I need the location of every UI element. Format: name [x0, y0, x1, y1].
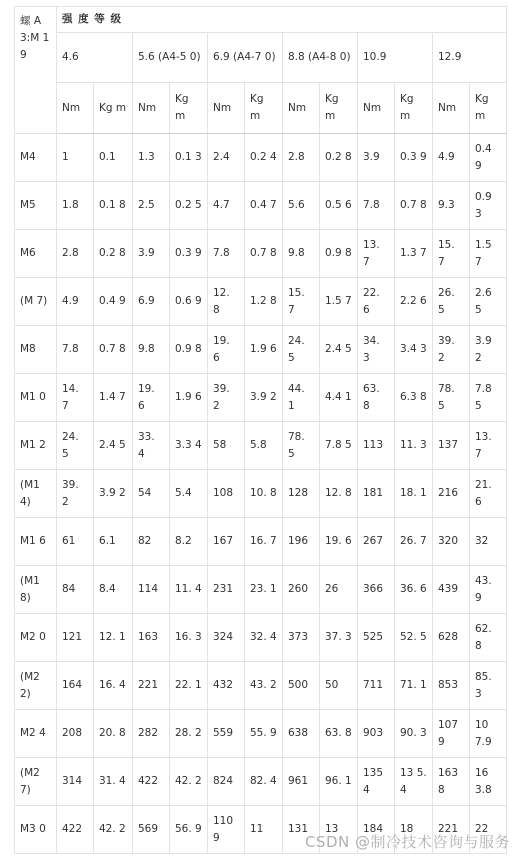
- torque-nm-cell: 131: [283, 806, 320, 854]
- torque-nm-cell: 164: [57, 662, 94, 710]
- torque-kgm-cell: 3.9 2: [245, 374, 283, 422]
- torque-kgm-cell: 50: [320, 662, 358, 710]
- torque-table: [14, 6, 507, 854]
- bolt-size-cell: M6: [15, 230, 57, 278]
- torque-kgm-cell: 16. 4: [94, 662, 133, 710]
- bolt-size-cell: (M1 8): [15, 566, 57, 614]
- torque-kgm-cell: 0.2 5: [170, 182, 208, 230]
- torque-nm-cell: 4.9: [57, 278, 94, 326]
- bolt-size-cell: M1 2: [15, 422, 57, 470]
- torque-nm-cell: 19. 6: [133, 374, 170, 422]
- torque-kgm-cell: 16. 7: [245, 518, 283, 566]
- torque-kgm-cell: 16 3.8: [470, 758, 507, 806]
- torque-nm-cell: 2.8: [57, 230, 94, 278]
- torque-kgm-cell: 26: [320, 566, 358, 614]
- torque-kgm-cell: 36. 6: [395, 566, 433, 614]
- unit-nm: Nm: [433, 83, 470, 134]
- torque-kgm-cell: 0.9 8: [320, 230, 358, 278]
- bolt-size-cell: M1 6: [15, 518, 57, 566]
- torque-kgm-cell: 90. 3: [395, 710, 433, 758]
- torque-kgm-cell: 0.1 3: [170, 134, 208, 182]
- torque-nm-cell: 1.8: [57, 182, 94, 230]
- bolt-size-cell: M8: [15, 326, 57, 374]
- torque-nm-cell: 638: [283, 710, 320, 758]
- torque-nm-cell: 114: [133, 566, 170, 614]
- torque-kgm-cell: 32: [470, 518, 507, 566]
- torque-kgm-cell: 11. 4: [170, 566, 208, 614]
- unit-kgm: Kg m: [320, 83, 358, 134]
- torque-nm-cell: 824: [208, 758, 245, 806]
- torque-kgm-cell: 2.2 6: [395, 278, 433, 326]
- unit-row: [15, 83, 507, 134]
- torque-nm-cell: 4.7: [208, 182, 245, 230]
- torque-nm-cell: 7.8: [358, 182, 395, 230]
- table-row: [15, 374, 507, 422]
- torque-kgm-cell: 62. 8: [470, 614, 507, 662]
- torque-kgm-cell: 37. 3: [320, 614, 358, 662]
- torque-nm-cell: 559: [208, 710, 245, 758]
- torque-nm-cell: 107 9: [433, 710, 470, 758]
- torque-kgm-cell: 82. 4: [245, 758, 283, 806]
- torque-kgm-cell: 10. 8: [245, 470, 283, 518]
- unit-kgm: Kg m: [245, 83, 283, 134]
- torque-kgm-cell: 2.4 5: [94, 422, 133, 470]
- table-row: [15, 326, 507, 374]
- unit-nm: Nm: [133, 83, 170, 134]
- torque-nm-cell: 113: [358, 422, 395, 470]
- torque-kgm-cell: 28. 2: [170, 710, 208, 758]
- torque-nm-cell: 208: [57, 710, 94, 758]
- table-row: [15, 614, 507, 662]
- torque-nm-cell: 163 8: [433, 758, 470, 806]
- torque-nm-cell: 569: [133, 806, 170, 854]
- torque-nm-cell: 373: [283, 614, 320, 662]
- torque-kgm-cell: 6.3 8: [395, 374, 433, 422]
- torque-nm-cell: 24. 5: [283, 326, 320, 374]
- torque-kgm-cell: 8.2: [170, 518, 208, 566]
- torque-kgm-cell: 56. 9: [170, 806, 208, 854]
- torque-kgm-cell: 0.2 8: [320, 134, 358, 182]
- torque-nm-cell: 525: [358, 614, 395, 662]
- torque-kgm-cell: 63. 8: [320, 710, 358, 758]
- torque-nm-cell: 39. 2: [208, 374, 245, 422]
- torque-kgm-cell: 0.4 9: [94, 278, 133, 326]
- table-row: [15, 278, 507, 326]
- torque-nm-cell: 78. 5: [283, 422, 320, 470]
- torque-nm-cell: 108: [208, 470, 245, 518]
- torque-kgm-cell: 8.4: [94, 566, 133, 614]
- bolt-size-cell: M2 0: [15, 614, 57, 662]
- torque-kgm-cell: 11: [245, 806, 283, 854]
- torque-kgm-cell: 6.1: [94, 518, 133, 566]
- unit-nm: Nm: [358, 83, 395, 134]
- torque-nm-cell: 12. 8: [208, 278, 245, 326]
- torque-nm-cell: 33. 4: [133, 422, 170, 470]
- torque-nm-cell: 366: [358, 566, 395, 614]
- torque-kgm-cell: 96. 1: [320, 758, 358, 806]
- torque-kgm-cell: 0.9 8: [170, 326, 208, 374]
- torque-nm-cell: 39. 2: [57, 470, 94, 518]
- torque-nm-cell: 324: [208, 614, 245, 662]
- torque-nm-cell: 2.8: [283, 134, 320, 182]
- torque-nm-cell: 961: [283, 758, 320, 806]
- strength-grade-title: 强 度 等 级: [57, 7, 507, 33]
- torque-kgm-cell: 71. 1: [395, 662, 433, 710]
- grade-10-9: 10.9: [358, 33, 433, 83]
- table-row: [15, 470, 507, 518]
- torque-nm-cell: 267: [358, 518, 395, 566]
- torque-kgm-cell: 0.6 9: [170, 278, 208, 326]
- torque-kgm-cell: 16. 3: [170, 614, 208, 662]
- torque-nm-cell: 15. 7: [283, 278, 320, 326]
- grade-12-9: 12.9: [433, 33, 507, 83]
- torque-kgm-cell: 19. 6: [320, 518, 358, 566]
- torque-nm-cell: 84: [57, 566, 94, 614]
- torque-kgm-cell: 18. 1: [395, 470, 433, 518]
- torque-nm-cell: 2.4: [208, 134, 245, 182]
- torque-nm-cell: 221: [133, 662, 170, 710]
- torque-kgm-cell: 13: [320, 806, 358, 854]
- torque-nm-cell: 3.9: [133, 230, 170, 278]
- table-row: [15, 710, 507, 758]
- torque-nm-cell: 422: [57, 806, 94, 854]
- torque-kgm-cell: 22. 1: [170, 662, 208, 710]
- torque-nm-cell: 54: [133, 470, 170, 518]
- torque-nm-cell: 26. 5: [433, 278, 470, 326]
- torque-nm-cell: 853: [433, 662, 470, 710]
- torque-kgm-cell: 5.8: [245, 422, 283, 470]
- torque-nm-cell: 221: [433, 806, 470, 854]
- torque-kgm-cell: 0.7 8: [94, 326, 133, 374]
- torque-kgm-cell: 0.4 7: [245, 182, 283, 230]
- torque-kgm-cell: 4.4 1: [320, 374, 358, 422]
- torque-nm-cell: 121: [57, 614, 94, 662]
- torque-kgm-cell: 1.9 6: [170, 374, 208, 422]
- torque-nm-cell: 282: [133, 710, 170, 758]
- torque-kgm-cell: 1.3 7: [395, 230, 433, 278]
- torque-kgm-cell: 13 5.4: [395, 758, 433, 806]
- torque-nm-cell: 78. 5: [433, 374, 470, 422]
- torque-kgm-cell: 18: [395, 806, 433, 854]
- torque-kgm-cell: 43. 2: [245, 662, 283, 710]
- torque-kgm-cell: 3.9 2: [470, 326, 507, 374]
- unit-nm: Nm: [283, 83, 320, 134]
- torque-kgm-cell: 0.2 8: [94, 230, 133, 278]
- torque-nm-cell: 13. 7: [358, 230, 395, 278]
- torque-kgm-cell: 2.6 5: [470, 278, 507, 326]
- torque-nm-cell: 39. 2: [433, 326, 470, 374]
- grade-4-6: 4.6: [57, 33, 133, 83]
- unit-nm: Nm: [57, 83, 94, 134]
- torque-nm-cell: 500: [283, 662, 320, 710]
- torque-nm-cell: 82: [133, 518, 170, 566]
- torque-kgm-cell: 0.1 8: [94, 182, 133, 230]
- torque-kgm-cell: 3.9 2: [94, 470, 133, 518]
- torque-kgm-cell: 1.9 6: [245, 326, 283, 374]
- torque-nm-cell: 135 4: [358, 758, 395, 806]
- table-row: [15, 758, 507, 806]
- table-row: [15, 662, 507, 710]
- torque-kgm-cell: 0.7 8: [395, 182, 433, 230]
- torque-nm-cell: 15. 7: [433, 230, 470, 278]
- table-row: [15, 518, 507, 566]
- bolt-size-cell: M5: [15, 182, 57, 230]
- torque-nm-cell: 439: [433, 566, 470, 614]
- torque-nm-cell: 163: [133, 614, 170, 662]
- torque-kgm-cell: 0.1: [94, 134, 133, 182]
- torque-kgm-cell: 0.4 9: [470, 134, 507, 182]
- torque-nm-cell: 110 9: [208, 806, 245, 854]
- torque-nm-cell: 231: [208, 566, 245, 614]
- torque-kgm-cell: 85. 3: [470, 662, 507, 710]
- torque-kgm-cell: 52. 5: [395, 614, 433, 662]
- torque-nm-cell: 167: [208, 518, 245, 566]
- torque-kgm-cell: 1.4 7: [94, 374, 133, 422]
- watermark: CSDN @制冷技术咨询与服务: [304, 833, 510, 851]
- grade-8-8: 8.8 (A4-8 0): [283, 33, 358, 83]
- torque-nm-cell: 196: [283, 518, 320, 566]
- torque-kgm-cell: 42. 2: [94, 806, 133, 854]
- torque-kgm-cell: 32. 4: [245, 614, 283, 662]
- torque-nm-cell: 137: [433, 422, 470, 470]
- torque-kgm-cell: 23. 1: [245, 566, 283, 614]
- torque-nm-cell: 432: [208, 662, 245, 710]
- torque-nm-cell: 2.5: [133, 182, 170, 230]
- torque-nm-cell: 314: [57, 758, 94, 806]
- torque-nm-cell: 9.8: [283, 230, 320, 278]
- bolt-size-cell: M3 0: [15, 806, 57, 854]
- torque-kgm-cell: 0.7 8: [245, 230, 283, 278]
- bolt-size-cell: (M1 4): [15, 470, 57, 518]
- torque-nm-cell: 181: [358, 470, 395, 518]
- torque-nm-cell: 320: [433, 518, 470, 566]
- torque-nm-cell: 34. 3: [358, 326, 395, 374]
- table-row: [15, 422, 507, 470]
- torque-kgm-cell: 1.5 7: [320, 278, 358, 326]
- torque-nm-cell: 19. 6: [208, 326, 245, 374]
- torque-kgm-cell: 7.8 5: [320, 422, 358, 470]
- bolt-size-cell: (M2 7): [15, 758, 57, 806]
- torque-nm-cell: 711: [358, 662, 395, 710]
- torque-kgm-cell: 20. 8: [94, 710, 133, 758]
- torque-nm-cell: 44. 1: [283, 374, 320, 422]
- torque-nm-cell: 5.6: [283, 182, 320, 230]
- unit-kgm: Kg m: [470, 83, 507, 134]
- torque-kgm-cell: 0.5 6: [320, 182, 358, 230]
- torque-kgm-cell: 0.2 4: [245, 134, 283, 182]
- torque-kgm-cell: 0.3 9: [170, 230, 208, 278]
- torque-nm-cell: 184: [358, 806, 395, 854]
- unit-nm: Nm: [208, 83, 245, 134]
- torque-nm-cell: 9.8: [133, 326, 170, 374]
- torque-kgm-cell: 10 7.9: [470, 710, 507, 758]
- torque-nm-cell: 24. 5: [57, 422, 94, 470]
- torque-nm-cell: 216: [433, 470, 470, 518]
- unit-kgm: Kg m: [94, 83, 133, 134]
- torque-kgm-cell: 2.4 5: [320, 326, 358, 374]
- torque-kgm-cell: 43. 9: [470, 566, 507, 614]
- torque-kgm-cell: 7.8 5: [470, 374, 507, 422]
- table-row: [15, 134, 507, 182]
- torque-kgm-cell: 12. 1: [94, 614, 133, 662]
- torque-nm-cell: 61: [57, 518, 94, 566]
- torque-kgm-cell: 55. 9: [245, 710, 283, 758]
- torque-kgm-cell: 11. 3: [395, 422, 433, 470]
- torque-nm-cell: 9.3: [433, 182, 470, 230]
- torque-nm-cell: 14. 7: [57, 374, 94, 422]
- torque-kgm-cell: 42. 2: [170, 758, 208, 806]
- bolt-size-cell: (M 7): [15, 278, 57, 326]
- torque-kgm-cell: 26. 7: [395, 518, 433, 566]
- torque-nm-cell: 7.8: [208, 230, 245, 278]
- torque-nm-cell: 3.9: [358, 134, 395, 182]
- bolt-size-cell: (M2 2): [15, 662, 57, 710]
- grade-row: [15, 33, 507, 83]
- torque-nm-cell: 63. 8: [358, 374, 395, 422]
- unit-kgm: Kg m: [395, 83, 433, 134]
- grade-title-row: [15, 7, 507, 33]
- torque-kgm-cell: 0.9 3: [470, 182, 507, 230]
- torque-nm-cell: 7.8: [57, 326, 94, 374]
- torque-nm-cell: 903: [358, 710, 395, 758]
- table-row: [15, 566, 507, 614]
- table-row: [15, 230, 507, 278]
- torque-nm-cell: 1: [57, 134, 94, 182]
- torque-nm-cell: 1.3: [133, 134, 170, 182]
- torque-nm-cell: 22. 6: [358, 278, 395, 326]
- grade-5-6: 5.6 (A4-5 0): [133, 33, 208, 83]
- torque-kgm-cell: 3.3 4: [170, 422, 208, 470]
- torque-kgm-cell: 31. 4: [94, 758, 133, 806]
- grade-6-9: 6.9 (A4-7 0): [208, 33, 283, 83]
- torque-kgm-cell: 13. 7: [470, 422, 507, 470]
- torque-nm-cell: 4.9: [433, 134, 470, 182]
- torque-nm-cell: 58: [208, 422, 245, 470]
- torque-nm-cell: 422: [133, 758, 170, 806]
- torque-kgm-cell: 5.4: [170, 470, 208, 518]
- torque-nm-cell: 260: [283, 566, 320, 614]
- bolt-size-cell: M4: [15, 134, 57, 182]
- torque-kgm-cell: 1.5 7: [470, 230, 507, 278]
- table-row: [15, 182, 507, 230]
- torque-kgm-cell: 21. 6: [470, 470, 507, 518]
- torque-kgm-cell: 22: [470, 806, 507, 854]
- torque-kgm-cell: 3.4 3: [395, 326, 433, 374]
- torque-kgm-cell: 12. 8: [320, 470, 358, 518]
- torque-nm-cell: 628: [433, 614, 470, 662]
- torque-nm-cell: 6.9: [133, 278, 170, 326]
- bolt-spec-header: 螺 A 3:M 19: [15, 7, 57, 134]
- unit-kgm: Kg m: [170, 83, 208, 134]
- torque-kgm-cell: 0.3 9: [395, 134, 433, 182]
- torque-nm-cell: 128: [283, 470, 320, 518]
- bolt-size-cell: M2 4: [15, 710, 57, 758]
- torque-kgm-cell: 1.2 8: [245, 278, 283, 326]
- bolt-size-cell: M1 0: [15, 374, 57, 422]
